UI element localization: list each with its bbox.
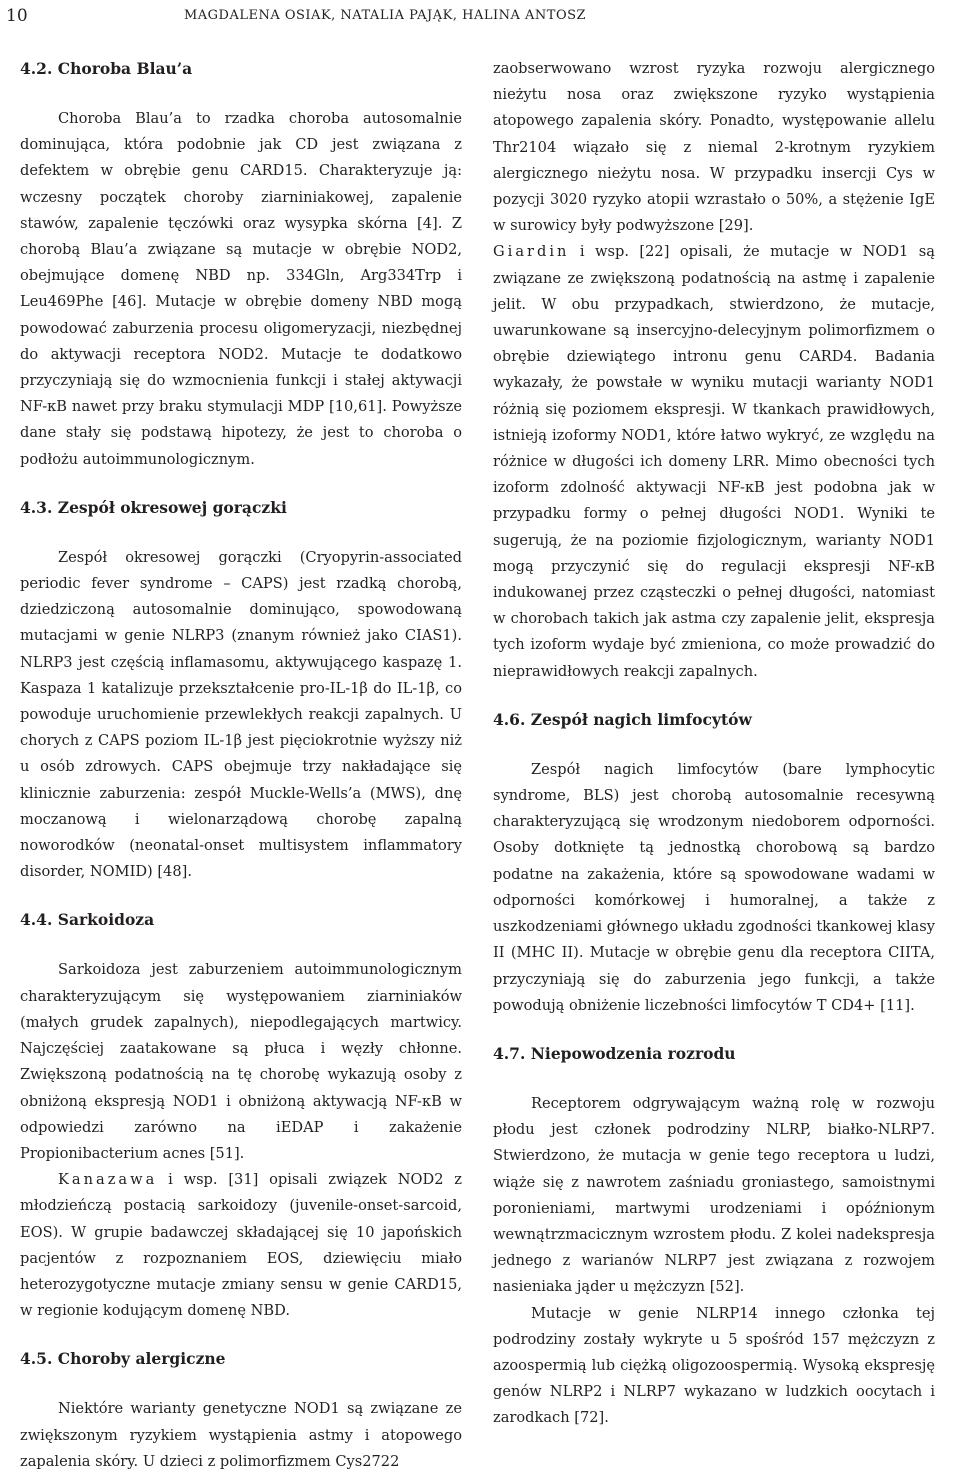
section-4-7-paragraph-2: Mutacje w genie NLRP14 innego członka tej podrodziny zostały wykryte u 5 spośród 157 mężczyzn z azoospermią lub ciężką oligozoospermią. Wysoką ekspresję genów NLRP2 i NLRP7 wykazano w ludzkich oocytach i zarodkach [72]. — [493, 1304, 935, 1427]
section-4-3-heading: 4.3. Zespół okresowej gorączki — [20, 497, 287, 517]
section-4-6-heading: 4.6. Zespół nagich limfocytów — [493, 709, 752, 729]
section-4-5-paragraph-2 — [493, 239, 935, 684]
cited-author-giardin: Giardin — [493, 243, 570, 261]
running-head-authors: MAGDALENA OSIAK, NATALIA PAJĄK, HALINA ANTOSZ — [183, 8, 587, 23]
section-4-4-paragraph-2-text: i wsp. [31] opisali związek NOD2 z młodzieńczą postacią sarkoidozy (juvenile-onset-sarcoid, EOS). W grupie badawczej składającej się 10 japońskich pacjentów z rozpoznaniem EOS, dziewięciu miało heterozygotyczne mutacje zmiany sensu w genie CARD15, w regionie kodującym domenę NBD. — [20, 1171, 462, 1320]
section-4-5-paragraph-1-continued: zaobserwowano wzrost ryzyka rozwoju alergicznego nieżytu nosa oraz zwiększone ryzyko wystąpienia atopowego zapalenia skóry. Ponadto, występowanie allelu Thr2104 wiązało się z niemal 2-krotnym ryzykiem alergicznego nieżytu nosa. W przypadku insercji Cys w pozycji 3020 ryzyko atopii wzrastało o 50%, a stężenie IgE w surowicy były podwyższone [29]. — [493, 60, 935, 235]
section-4-4-paragraph-1: Sarkoidoza jest zaburzeniem autoimmunologicznym charakteryzującym się występowaniem ziarniniaków (małych grudek zapalnych), niepodlegających martwicy. Najczęściej zaatakowane są płuca i węzły chłonne. Zwiększoną podatnością na tę chorobę wykazują osoby z obniżoną ekspresją NOD1 i obniżoną aktywacją NF-κB w odpowiedzi zarówno na iEDAP i zakażenie Propionibacterium acnes [51]. — [20, 961, 462, 1162]
page-header — [0, 0, 960, 40]
section-4-2-heading: 4.2. Choroba Blau’a — [20, 59, 193, 78]
cited-author-kanazawa: Kanazawa — [58, 1171, 158, 1189]
section-4-4-paragraph-2 — [20, 1167, 462, 1324]
section-4-7-heading: 4.7. Niepowodzenia rozrodu — [493, 1043, 736, 1063]
section-4-5-heading: 4.5. Choroby alergiczne — [20, 1349, 226, 1369]
section-4-7-paragraph-1: Receptorem odgrywającym ważną rolę w rozwoju płodu jest członek podrodziny NLRP, białko-NLRP7. Stwierdzono, że mutacja w genie tego receptora u ludzi, wiąże się z nawrotem zaśniadu groniastego, samoistnymi poronieniami, martwymi urodzeniami i opóźnionym wewnątrzmacicznym wzrostem płodu. Z kolei nadekspresja jednego z warianów NLRP7 jest związana z rozwojem nasieniaka jąder u mężczyzn [52]. — [493, 1094, 935, 1296]
page-number: 10 — [6, 6, 28, 26]
section-4-5-paragraph-1: Niektóre warianty genetyczne NOD1 są związane ze zwiększonym ryzykiem wystąpienia astmy i atopowego zapalenia skóry. U dzieci z polimorfizmem Cys2722 — [20, 1400, 462, 1470]
section-4-3-paragraph: Zespół okresowej gorączki (Cryopyrin-associated periodic fever syndrome – CAPS) jest rzadką chorobą, dziedziczoną autosomalnie dominująco, spowodowaną mutacjami w genie NLRP3 (znanym również jako CIAS1). NLRP3 jest częścią inflamasomu, aktywującego kaspazę 1. Kaspaza 1 katalizuje przekształcenie pro-IL-1β do IL-1β, co powoduje uruchomienie przewlekłych reakcji zapalnych. U chorych z CAPS poziom IL-1β jest pięciokrotnie wyższy niż u osób zdrowych. CAPS obejmuje trzy nakładające się klinicznie zaburzenia: zespół Muckle-Wells’a (MWS), dnę moczanową i wielonarządową chorobę zapalną noworodków (neonatal-onset multisystem inflammatory disorder, NOMID) [48]. — [20, 548, 462, 881]
section-4-4-heading: 4.4. Sarkoidoza — [20, 910, 155, 930]
right-column — [493, 56, 935, 1432]
section-4-5-paragraph-2-text: i wsp. [22] opisali, że mutacje w NOD1 są związane ze zwiększoną podatnością na astmę i zapalenie jelit. W obu przypadkach, stwierdzono, że mutacje, uwarunkowane są insercyjno-delecyjnym polimorfizmem o obrębie dziewiątego intronu genu CARD4. Badania wykazały, że powstałe w wyniku mutacji warianty NOD1 różnią się poziomem ekspresji. W tkankach prawidłowych, istnieją izoformy NOD1, które łatwo wykryć, ze względu na różnice w długości ich domeny LRR. Mimo obecności tych izoform zdolność aktywacji NF-κB jest podobna jak w przypadku formy o pełnej długości NOD1. Wyniki te sugerują, że na poziomie fizjologicznym, warianty NOD1 mogą przyczynić się do regulacji ekspresji NF-κB indukowanej przez cząsteczki o pełnej długości, natomiast w chorobach takich jak astma czy zapalenie jelit, ekspresja tych izoform wydaje być zmieniona, co może prowadzić do nieprawidłowych reakcji zapalnych. — [493, 243, 935, 680]
left-column — [20, 56, 462, 1475]
section-4-6-paragraph: Zespół nagich limfocytów (bare lymphocytic syndrome, BLS) jest chorobą autosomalnie recesywną charakteryzującą się wrodzonym niedoborem odporności. Osoby dotknięte tą jednostką chorobową są bardzo podatne na zakażenia, które są spowodowane wadami w odporności komórkowej i humoralnej, a także z uszkodzeniami głównego układu zgodności tkankowej klasy II (MHC II). Mutacje w obrębie genu dla receptora CIITA, przyczyniają się do zaburzenia jego funkcji, a także powodują obniżenie liczebności limfocytów T CD4+ [11]. — [493, 760, 935, 1014]
section-4-2-paragraph: Choroba Blau’a to rzadka choroba autosomalnie dominująca, która podobnie jak CD jest związana z defektem w obrębie genu CARD15. Charakteryzuje ją: wczesny początek choroby ziarniniakowej, zapalenie stawów, zapalenie tęczówki oraz wysypka skórna [4]. Z chorobą Blau’a związane są mutacje w obrębie NOD2, obejmujące domenę NBD np. 334Gln, Arg334Trp i Leu469Phe [46]. Mutacje w obrębie domeny NBD mogą powodować zaburzenia procesu oligomeryzacji, niezbędnej do aktywacji receptora NOD2. Mutacje te dodatkowo przyczyniają się do wzmocnienia funkcji i stałej aktywacji NF-κB nawet przy braku stymulacji MDP [10,61]. Powyższe dane stały się podstawą hipotezy, że jest to choroba o podłożu autoimmunologicznym. — [20, 110, 462, 468]
